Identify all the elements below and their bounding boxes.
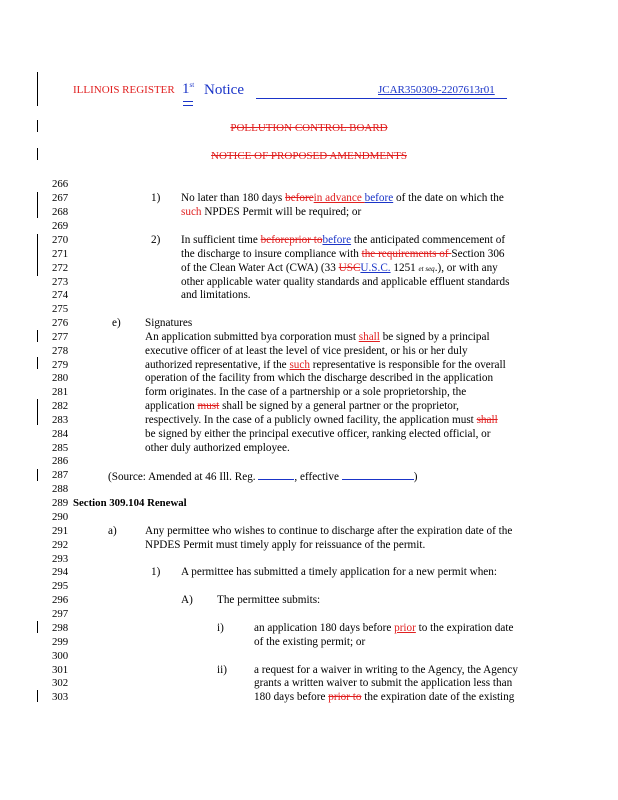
issue-number-sup: st bbox=[189, 81, 195, 89]
line-number: 281 bbox=[52, 386, 69, 398]
text-line bbox=[254, 622, 513, 634]
text-run: authorized representative, if the bbox=[145, 359, 290, 371]
change-bar bbox=[37, 330, 38, 342]
line-number: 272 bbox=[52, 262, 69, 274]
deleted-text: must bbox=[197, 400, 220, 412]
text-run: other duly authorized employee. bbox=[145, 442, 290, 454]
change-bar bbox=[37, 469, 38, 481]
line-number: 301 bbox=[52, 664, 69, 676]
text-run: of the date on which the bbox=[393, 192, 504, 204]
text-run: be signed by either the principal executive officer, ranking elected official, or bbox=[145, 428, 491, 440]
text-line bbox=[181, 276, 509, 288]
issue-number bbox=[182, 81, 194, 98]
text-line bbox=[181, 566, 497, 578]
text-line bbox=[181, 262, 498, 274]
text-run: form originates. In the case of a partnership or a sole proprietorship, the bbox=[145, 386, 467, 398]
text-run: operation of the facility from which the discharge described in the application bbox=[145, 372, 494, 384]
change-bar bbox=[37, 399, 38, 425]
text-run: shall be signed by a general partner or the proprietor, bbox=[219, 400, 459, 412]
source-note bbox=[108, 469, 417, 483]
line-number: 267 bbox=[52, 192, 69, 204]
line-number: 290 bbox=[52, 511, 69, 523]
line-number: 300 bbox=[52, 650, 69, 662]
inserted-text: in advance bbox=[313, 192, 365, 204]
text-run: other applicable water quality standards and applicable effluent standards bbox=[181, 276, 510, 288]
text-run: No later than 180 days bbox=[181, 192, 286, 204]
text-run: an application 180 days before bbox=[254, 622, 395, 634]
header-rule bbox=[256, 98, 507, 99]
text-line bbox=[217, 594, 320, 606]
deleted-text: before bbox=[260, 234, 290, 246]
text-run: executive officer of at least the level of vice president, or his or her duly bbox=[145, 345, 468, 357]
text-run: the anticipated commencement of bbox=[351, 234, 506, 246]
notice-label: Notice bbox=[204, 82, 244, 98]
inserted-text: prior bbox=[394, 622, 416, 634]
line-number: 285 bbox=[52, 442, 69, 454]
text-run: application bbox=[145, 400, 198, 412]
line-number: 289 bbox=[52, 497, 69, 509]
line-number: 284 bbox=[52, 428, 69, 440]
text-line bbox=[254, 691, 514, 703]
text-line bbox=[181, 234, 505, 246]
deleted-text: shall bbox=[476, 414, 498, 426]
item-label: 1) bbox=[151, 566, 161, 578]
text-line bbox=[145, 386, 466, 398]
text-run: grants a written waiver to submit the application less than bbox=[254, 677, 513, 689]
item-label: a) bbox=[108, 525, 117, 537]
text-line bbox=[254, 664, 518, 676]
line-number: 286 bbox=[52, 455, 69, 467]
text-run: An application submitted bya corporation must bbox=[145, 331, 359, 343]
line-number: 288 bbox=[52, 483, 69, 495]
line-number: 299 bbox=[52, 636, 69, 648]
text-line bbox=[254, 636, 365, 648]
line-number: 269 bbox=[52, 220, 69, 232]
text-run: (Source: Amended at 46 Ill. Reg. bbox=[108, 471, 259, 483]
line-number: 291 bbox=[52, 525, 69, 537]
text-run: and limitations. bbox=[181, 289, 251, 301]
text-line bbox=[145, 442, 290, 454]
line-number: 303 bbox=[52, 691, 69, 703]
change-bar bbox=[37, 234, 38, 276]
text-run: NPDES Permit must timely apply for reissuance of the permit. bbox=[145, 539, 426, 551]
text-run: , effective bbox=[294, 471, 342, 483]
line-number: 297 bbox=[52, 608, 69, 620]
subsection-heading bbox=[145, 317, 192, 329]
line-number: 275 bbox=[52, 303, 69, 315]
text-line bbox=[181, 192, 504, 204]
text-line bbox=[181, 289, 251, 301]
text-line bbox=[145, 345, 468, 357]
text-run: a request for a waiver in writing to the Agency, the Agency bbox=[254, 664, 518, 676]
item-label: ii) bbox=[217, 664, 227, 676]
notice-title: NOTICE OF PROPOSED AMENDMENTS bbox=[211, 150, 407, 162]
text-run: et seq bbox=[418, 265, 435, 273]
line-number: 277 bbox=[52, 331, 69, 343]
inserted-text: such bbox=[181, 206, 202, 218]
register-title: ILLINOIS REGISTER bbox=[73, 84, 175, 96]
change-bar bbox=[37, 690, 38, 702]
inserted-text: before bbox=[322, 234, 352, 246]
item-label: e) bbox=[112, 317, 121, 329]
text-line bbox=[145, 428, 491, 440]
text-run: Any permittee who wishes to continue to discharge after the expiration date of the bbox=[145, 525, 513, 537]
deleted-text: USC bbox=[338, 262, 361, 274]
text-run: Signatures bbox=[145, 317, 193, 329]
line-number: 282 bbox=[52, 400, 69, 412]
line-number: 302 bbox=[52, 677, 69, 689]
line-number: 280 bbox=[52, 372, 69, 384]
line-number: 270 bbox=[52, 234, 69, 246]
text-line bbox=[254, 677, 512, 689]
inserted-text: shall bbox=[358, 331, 380, 343]
line-number: 278 bbox=[52, 345, 69, 357]
deleted-text: before bbox=[285, 192, 314, 204]
change-bar bbox=[37, 357, 38, 369]
deleted-text: the requirements of bbox=[361, 248, 452, 260]
item-label: 1) bbox=[151, 192, 161, 204]
change-bar bbox=[37, 621, 38, 633]
text-run: representative is responsible for the overall bbox=[309, 359, 506, 371]
text-run: be signed by a principal bbox=[379, 331, 490, 343]
text-line bbox=[145, 414, 498, 426]
text-line bbox=[145, 525, 512, 537]
section-heading bbox=[73, 497, 187, 509]
text-run: 1251 bbox=[390, 262, 419, 274]
line-number: 294 bbox=[52, 566, 69, 578]
text-run: of the existing permit; or bbox=[254, 636, 366, 648]
text-run: ) bbox=[413, 471, 418, 483]
line-number: 271 bbox=[52, 248, 69, 260]
text-run: of the Clean Water Act (CWA) (33 bbox=[181, 262, 339, 274]
jcar-code: JCAR350309-2207613r01 bbox=[378, 84, 495, 96]
text-run: respectively. In the case of a publicly owned facility, the application must bbox=[145, 414, 477, 426]
line-number: 295 bbox=[52, 580, 69, 592]
header-rule bbox=[183, 101, 193, 102]
line-number: 293 bbox=[52, 553, 69, 565]
issue-number-value: 1 bbox=[182, 81, 190, 97]
item-label: 2) bbox=[151, 234, 161, 246]
text-line bbox=[145, 359, 506, 371]
line-number: 273 bbox=[52, 276, 69, 288]
text-run: A permittee has submitted a timely application for a new permit when: bbox=[181, 566, 497, 578]
text-run: NPDES Permit will be required; or bbox=[201, 206, 362, 218]
text-run: the discharge to insure compliance with bbox=[181, 248, 362, 260]
inserted-text: U.S.C. bbox=[360, 262, 391, 274]
line-number: 283 bbox=[52, 414, 69, 426]
line-number: 268 bbox=[52, 206, 69, 218]
board-title: POLLUTION CONTROL BOARD bbox=[230, 122, 388, 134]
text-line bbox=[145, 539, 425, 551]
text-line bbox=[145, 331, 490, 343]
text-run: Section 309.104 Renewal bbox=[73, 497, 187, 509]
deleted-text: prior to bbox=[289, 234, 323, 246]
text-run: 180 days before bbox=[254, 691, 329, 703]
change-bar bbox=[37, 192, 38, 218]
item-label: i) bbox=[217, 622, 224, 634]
header-rule bbox=[183, 105, 193, 106]
line-number: 287 bbox=[52, 469, 69, 481]
line-number: 296 bbox=[52, 594, 69, 606]
text-line bbox=[145, 400, 459, 412]
text-line bbox=[181, 248, 505, 260]
line-number: 266 bbox=[52, 178, 69, 190]
text-run: to the expiration date bbox=[415, 622, 514, 634]
blank-field bbox=[258, 469, 294, 480]
inserted-text: before bbox=[364, 192, 394, 204]
text-run: .), or with any bbox=[434, 262, 498, 274]
text-run: Section 306 bbox=[451, 248, 505, 260]
text-run: the expiration date of the existing bbox=[361, 691, 515, 703]
change-bar bbox=[37, 72, 38, 106]
text-line bbox=[181, 206, 361, 218]
inserted-text: such bbox=[289, 359, 310, 371]
line-number: 298 bbox=[52, 622, 69, 634]
line-number: 292 bbox=[52, 539, 69, 551]
line-number: 274 bbox=[52, 289, 69, 301]
deleted-text: prior to bbox=[328, 691, 362, 703]
blank-field bbox=[342, 469, 414, 480]
line-number: 279 bbox=[52, 359, 69, 371]
line-number: 276 bbox=[52, 317, 69, 329]
text-run: The permittee submits: bbox=[217, 594, 321, 606]
text-run: In sufficient time bbox=[181, 234, 261, 246]
text-line bbox=[145, 372, 493, 384]
item-label: A) bbox=[181, 594, 193, 606]
